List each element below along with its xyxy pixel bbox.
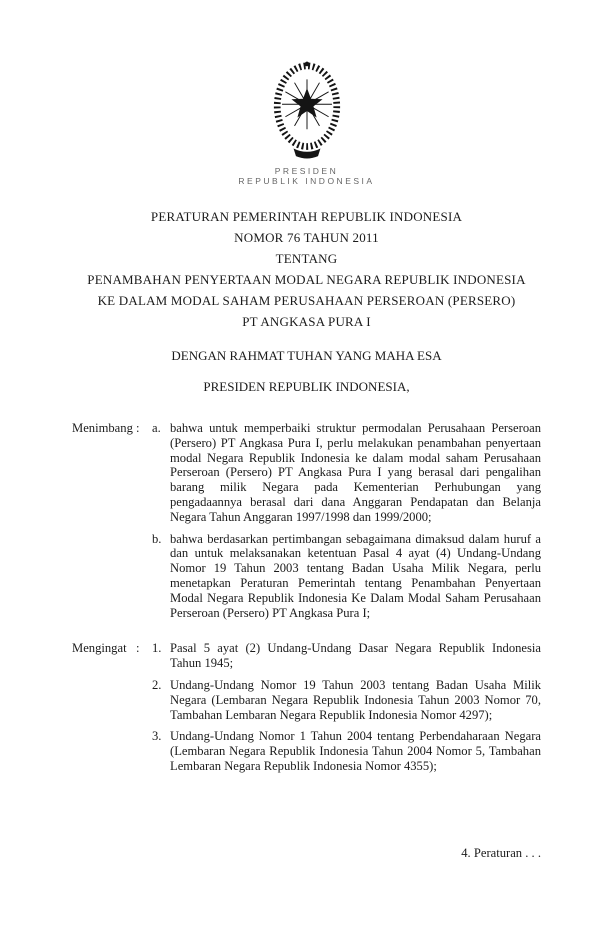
recalling-item-2: [152, 678, 541, 722]
considering-clause: [72, 421, 541, 627]
page-catchword: 4. Peraturan . . .: [461, 846, 541, 860]
considering-label: Menimbang: [72, 421, 133, 435]
seal-org-line2: REPUBLIK INDONESIA: [238, 176, 375, 186]
item-text: Pasal 5 ayat (2) Undang-Undang Dasar Negara Republik Indonesia Tahun 1945;: [170, 641, 541, 671]
recalling-clause: [72, 641, 541, 780]
recalling-item-1: [152, 641, 541, 671]
item-text: Undang-Undang Nomor 19 Tahun 2003 tentang Badan Usaha Milik Negara (Lembaran Negara Republik Indonesia Tahun 2003 Nomor 70, Tambahan Lembaran Negara Republik Indonesia Nomor 4297);: [170, 677, 541, 722]
recalling-item-3: [152, 729, 541, 773]
title-line-about: TENTANG: [275, 251, 338, 266]
considering-separator: :: [136, 421, 140, 435]
title-line-subject3: PT ANGKASA PURA I: [242, 314, 371, 329]
considering-item-a: [152, 421, 541, 525]
title-line-subject1: PENAMBAHAN PENYERTAAN MODAL NEGARA REPUBLIK INDONESIA: [87, 272, 526, 287]
item-marker: 2.: [152, 677, 162, 692]
seal-caption: [72, 166, 541, 186]
recalling-label: Mengingat: [72, 641, 127, 656]
title-line-number: NOMOR 76 TAHUN 2011: [234, 230, 379, 245]
seal-org-line1: PRESIDEN: [274, 166, 339, 176]
recalling-items: [152, 641, 541, 780]
item-marker: a.: [152, 421, 161, 435]
recalling-separator: :: [136, 641, 140, 656]
item-marker: 1.: [152, 641, 162, 656]
title-line-type: PERATURAN PEMERINTAH REPUBLIK INDONESIA: [150, 209, 463, 224]
authority-line: PRESIDEN REPUBLIK INDONESIA,: [203, 379, 410, 394]
presidential-star-seal-icon: [259, 60, 355, 162]
seal-block: [72, 60, 541, 186]
invocation-line: DENGAN RAHMAT TUHAN YANG MAHA ESA: [171, 348, 442, 363]
item-marker: b.: [152, 531, 162, 546]
title-line-subject2: KE DALAM MODAL SAHAM PERUSAHAAN PERSEROAN (PERSERO): [97, 293, 516, 308]
regulation-title: [72, 206, 541, 332]
item-text: bahwa berdasarkan pertimbangan sebagaimana dimaksud dalam huruf a dan untuk melaksanakan ketentuan Pasal 4 ayat (4) Undang-Undang Nomor 19 Tahun 2003 tentang Badan Usaha Milik Negara, perlu menetapkan Peraturan Pemerintah tentang Penambahan Penyertaan Modal Negara Republik Indonesia Ke Dalam Modal Saham Perusahaan Perseroan (Persero) PT Angkasa Pura I;: [170, 531, 541, 620]
item-marker: 3.: [152, 729, 162, 744]
considering-items: [152, 421, 541, 627]
considering-item-b: [152, 532, 541, 621]
item-text: bahwa untuk memperbaiki struktur permodalan Perusahaan Perseroan (Persero) PT Angkasa Pura I, perlu melakukan penambahan penyertaan modal Negara Republik Indonesia ke dalam modal saham Perusahaan Perseroan (Persero) PT Angkasa Pura I yang berasal dari pengalihan barang milik Negara pada Kementerian Perhubungan yang pengadaannya berasal dari dana Anggaran Pendapatan dan Belanja Negara Tahun Anggaran 1997/1998 dan 1999/2000;: [170, 421, 541, 524]
item-text: Undang-Undang Nomor 1 Tahun 2004 tentang Perbendaharaan Negara (Lembaran Negara Republik Indonesia Tahun 2004 Nomor 5, Tambahan Lembaran Negara Republik Indonesia Nomor 4355);: [170, 729, 541, 773]
